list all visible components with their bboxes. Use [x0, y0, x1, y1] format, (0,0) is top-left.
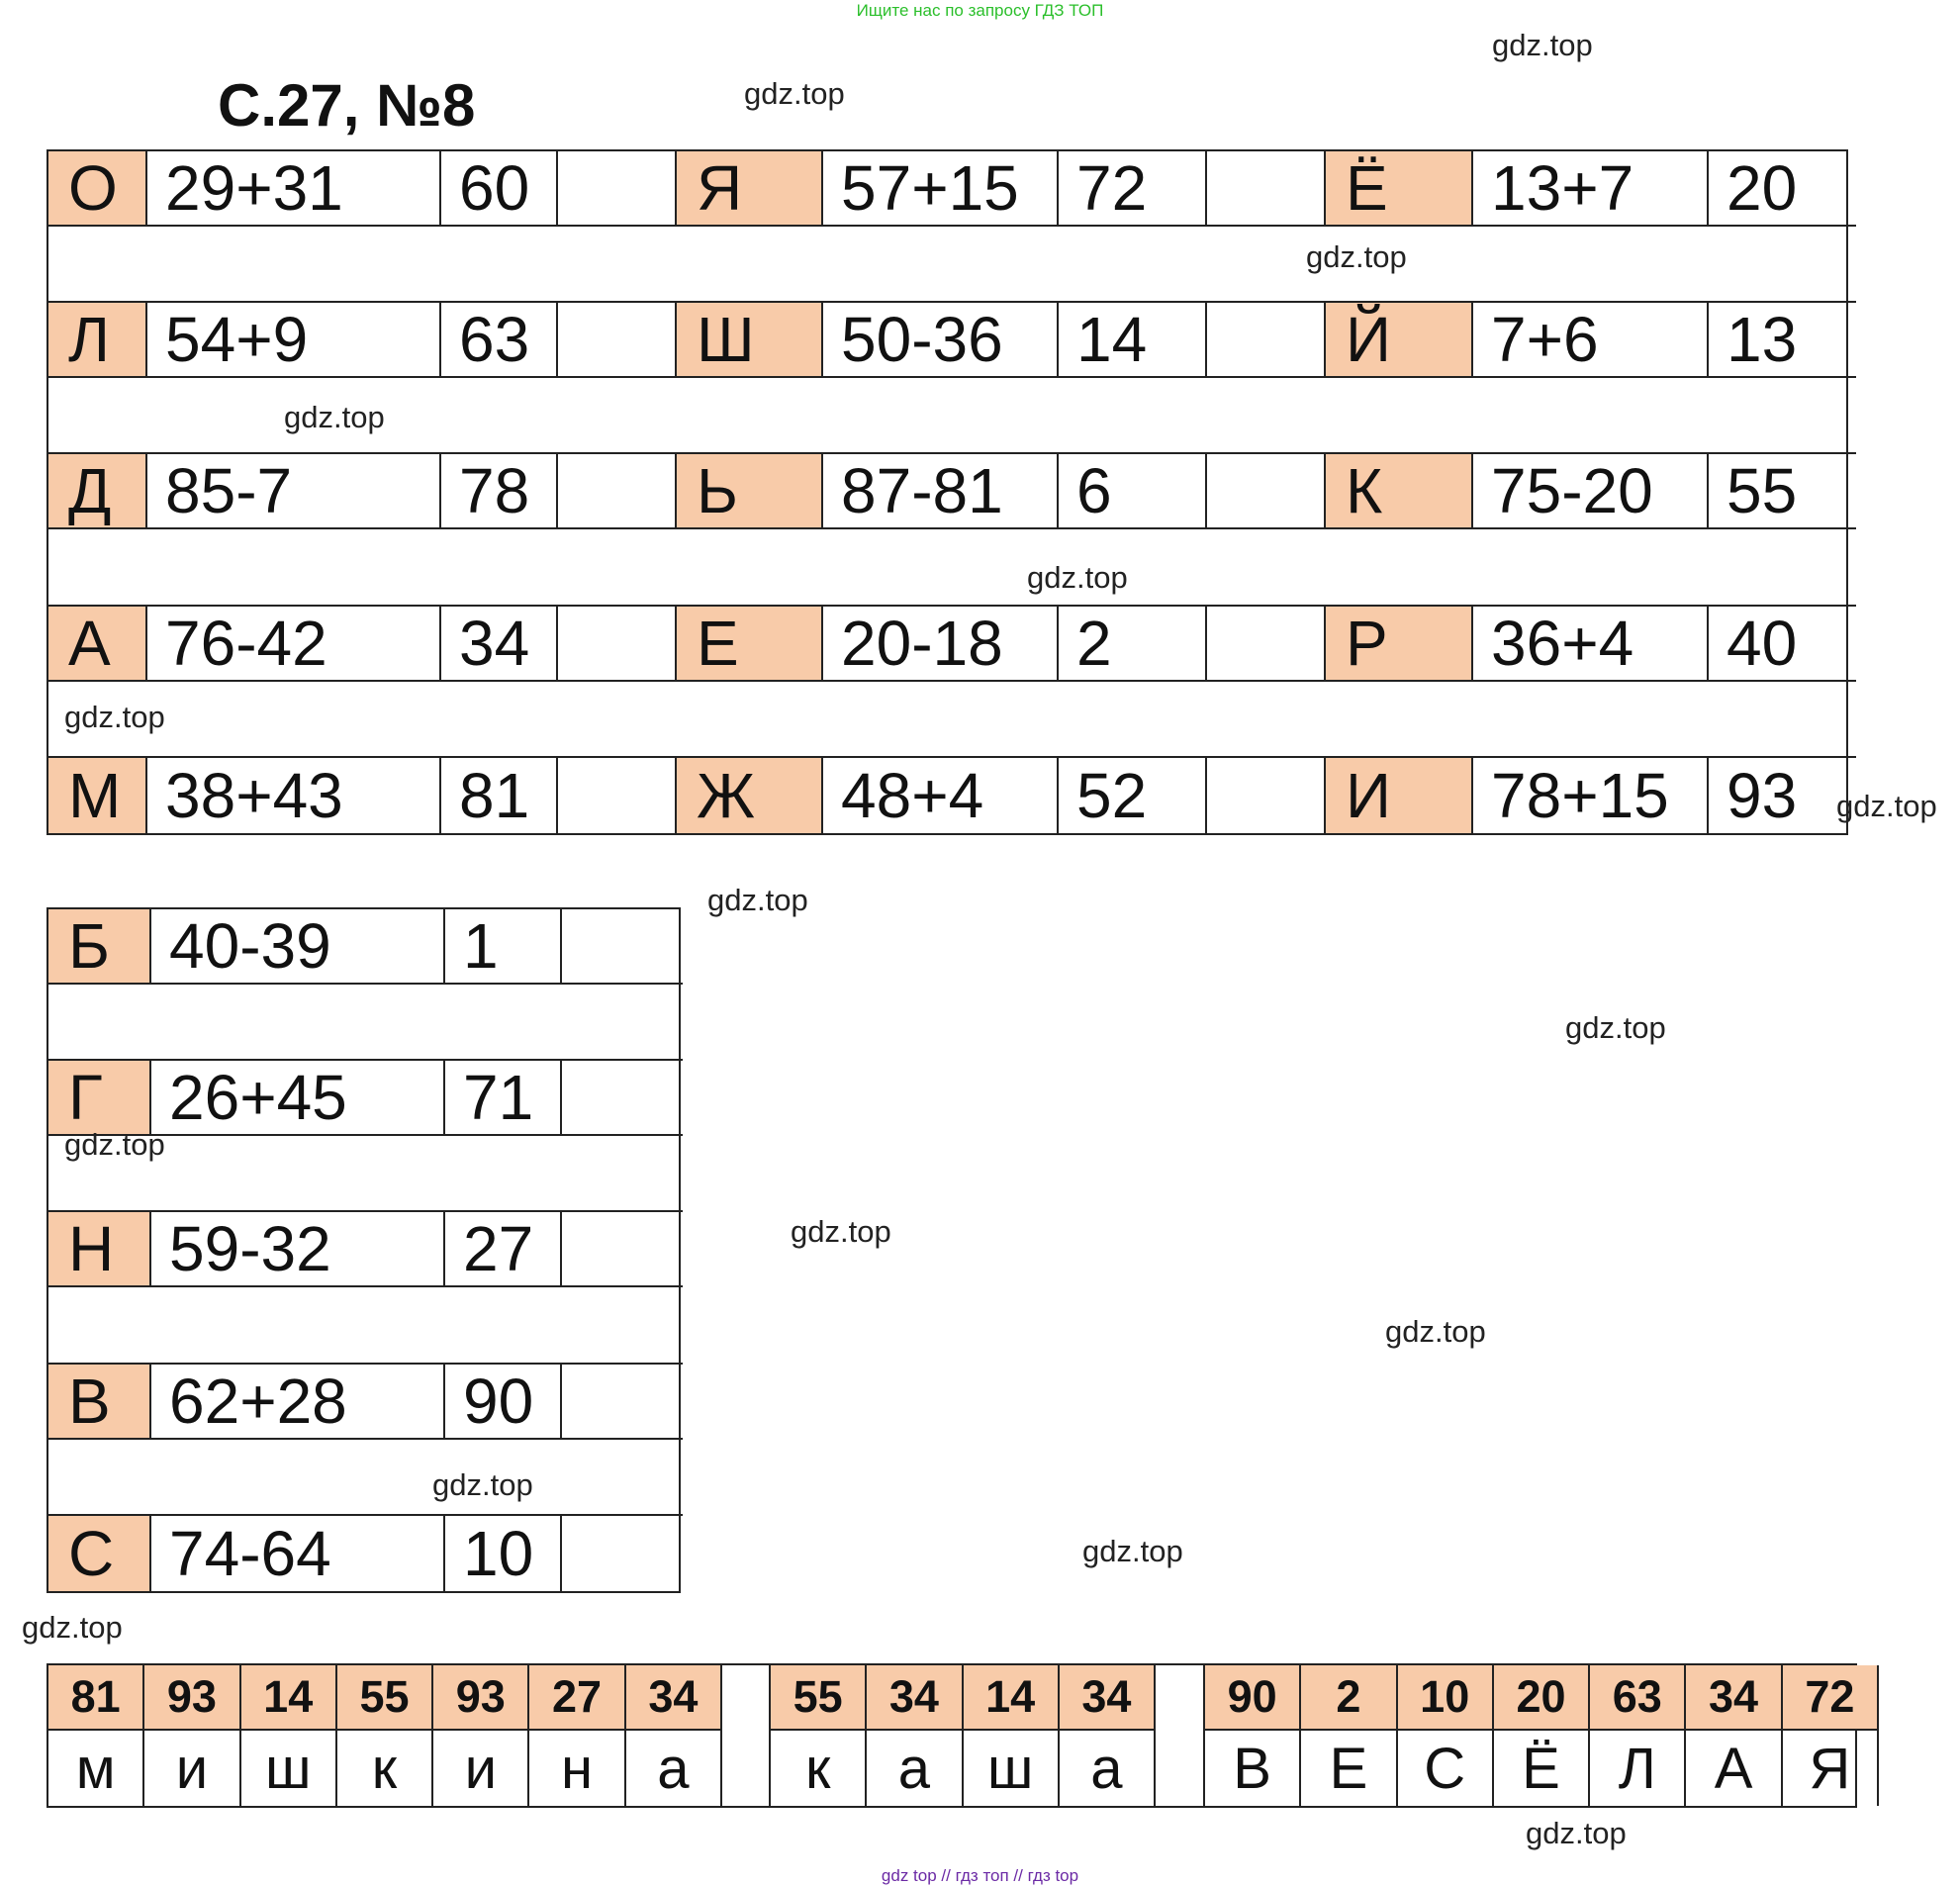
watermark: gdz.top — [744, 76, 845, 111]
spacer-row — [48, 1440, 683, 1516]
letter-cell: Р — [1326, 607, 1473, 682]
answer-word-block — [769, 1665, 1156, 1806]
expression-cell: 85-7 — [147, 454, 441, 529]
result-cell: 90 — [445, 1365, 562, 1440]
result-cell: 27 — [445, 1212, 562, 1287]
result-cell: 63 — [441, 303, 558, 378]
watermark: gdz.top — [1565, 1010, 1666, 1045]
watermark: gdz.top — [22, 1610, 123, 1645]
answer-table — [47, 1663, 1857, 1808]
watermark: gdz.top — [1492, 28, 1593, 62]
letter-cell: И — [1326, 758, 1473, 833]
expression-cell: 76-42 — [147, 607, 441, 682]
expression-cell: 13+7 — [1473, 151, 1709, 227]
spacer-row — [48, 682, 1856, 758]
letter-cell: Л — [48, 303, 147, 378]
letter-cell: Н — [48, 1212, 151, 1287]
result-cell: 34 — [441, 607, 558, 682]
expression-cell: 48+4 — [823, 758, 1059, 833]
decoded-letter-cell: ш — [241, 1731, 337, 1806]
decoded-letter-cell: Л — [1590, 1731, 1686, 1806]
decoded-letter-cell: м — [48, 1731, 144, 1806]
result-cell: 72 — [1059, 151, 1207, 227]
watermark: gdz.top — [791, 1214, 891, 1249]
decoded-letter-cell: и — [433, 1731, 529, 1806]
code-number-cell: 34 — [1060, 1665, 1156, 1731]
spacer-row — [48, 227, 1856, 303]
decoded-letter-cell: Е — [1301, 1731, 1397, 1806]
letter-cell: Б — [48, 909, 151, 985]
result-cell: 60 — [441, 151, 558, 227]
letter-cell: М — [48, 758, 147, 833]
code-number-cell: 34 — [626, 1665, 722, 1731]
code-number-cell: 55 — [771, 1665, 867, 1731]
empty-cell — [558, 758, 677, 833]
expression-cell: 75-20 — [1473, 454, 1709, 529]
answer-word-block — [1203, 1665, 1879, 1806]
watermark: gdz.top — [1385, 1314, 1486, 1349]
letter-cell: А — [48, 607, 147, 682]
result-cell: 52 — [1059, 758, 1207, 833]
result-cell: 10 — [445, 1516, 562, 1591]
empty-cell — [558, 151, 677, 227]
expression-cell: 78+15 — [1473, 758, 1709, 833]
empty-cell — [558, 454, 677, 529]
letter-cell: Г — [48, 1061, 151, 1136]
expression-cell: 36+4 — [1473, 607, 1709, 682]
answer-word-block — [48, 1665, 722, 1806]
expression-cell: 54+9 — [147, 303, 441, 378]
watermark: gdz.top — [1082, 1534, 1183, 1568]
expression-cell: 7+6 — [1473, 303, 1709, 378]
empty-cell — [558, 607, 677, 682]
watermark: gdz.top — [1836, 789, 1937, 823]
code-number-cell: 93 — [144, 1665, 240, 1731]
letter-cell: О — [48, 151, 147, 227]
decoded-letter-cell: В — [1205, 1731, 1301, 1806]
expression-cell: 62+28 — [151, 1365, 445, 1440]
code-number-cell: 27 — [529, 1665, 625, 1731]
letter-cell: Ж — [677, 758, 823, 833]
result-cell: 78 — [441, 454, 558, 529]
decoded-letter-cell: к — [337, 1731, 433, 1806]
letter-cell: С — [48, 1516, 151, 1591]
code-number-cell: 93 — [433, 1665, 529, 1731]
code-number-cell: 81 — [48, 1665, 144, 1731]
watermark: gdz.top — [284, 400, 385, 434]
result-cell: 55 — [1709, 454, 1856, 529]
expression-cell: 74-64 — [151, 1516, 445, 1591]
spacer-row — [48, 529, 1856, 607]
decoded-letter-cell: н — [529, 1731, 625, 1806]
code-number-cell: 72 — [1783, 1665, 1879, 1731]
result-cell: 81 — [441, 758, 558, 833]
empty-cell — [562, 909, 683, 985]
main-letter-table — [47, 149, 1848, 835]
code-number-cell: 90 — [1205, 1665, 1301, 1731]
decoded-letter-cell: а — [1060, 1731, 1156, 1806]
watermark: gdz.top — [1306, 239, 1407, 274]
search-hint-banner: Ищите нас по запросу ГДЗ ТОП — [856, 1, 1104, 20]
watermark: gdz.top — [707, 883, 808, 917]
empty-cell — [1207, 303, 1326, 378]
empty-cell — [1207, 454, 1326, 529]
code-number-cell: 34 — [1686, 1665, 1782, 1731]
expression-cell: 29+31 — [147, 151, 441, 227]
expression-cell: 50-36 — [823, 303, 1059, 378]
decoded-letter-cell: Ё — [1494, 1731, 1590, 1806]
spacer-row — [48, 1287, 683, 1365]
secondary-letter-table — [47, 907, 681, 1593]
decoded-letter-cell: С — [1398, 1731, 1494, 1806]
empty-cell — [558, 303, 677, 378]
letter-cell: Ь — [677, 454, 823, 529]
result-cell: 1 — [445, 909, 562, 985]
result-cell: 13 — [1709, 303, 1856, 378]
result-cell: 14 — [1059, 303, 1207, 378]
watermark: gdz.top — [1526, 1816, 1627, 1850]
empty-cell — [1207, 758, 1326, 833]
spacer-row — [48, 985, 683, 1061]
expression-cell: 38+43 — [147, 758, 441, 833]
expression-cell: 57+15 — [823, 151, 1059, 227]
page-title: С.27, №8 — [218, 72, 476, 139]
empty-cell — [562, 1365, 683, 1440]
empty-cell — [562, 1212, 683, 1287]
result-cell: 20 — [1709, 151, 1856, 227]
decoded-letter-cell: к — [771, 1731, 867, 1806]
code-number-cell: 10 — [1398, 1665, 1494, 1731]
code-number-cell: 34 — [867, 1665, 963, 1731]
decoded-letter-cell: ш — [964, 1731, 1060, 1806]
empty-cell — [562, 1516, 683, 1591]
code-number-cell: 55 — [337, 1665, 433, 1731]
result-cell: 93 — [1727, 760, 1798, 831]
expression-cell: 20-18 — [823, 607, 1059, 682]
code-number-cell: 20 — [1494, 1665, 1590, 1731]
expression-cell: 87-81 — [823, 454, 1059, 529]
code-number-cell: 14 — [241, 1665, 337, 1731]
empty-cell — [562, 1061, 683, 1136]
result-cell: 40 — [1709, 607, 1856, 682]
watermark: gdz.top — [432, 1467, 533, 1502]
empty-cell — [1207, 607, 1326, 682]
code-number-cell: 2 — [1301, 1665, 1397, 1731]
watermark: gdz.top — [64, 700, 165, 734]
expression-cell: 26+45 — [151, 1061, 445, 1136]
letter-cell: Я — [677, 151, 823, 227]
result-cell: 2 — [1059, 607, 1207, 682]
watermark: gdz.top — [64, 1127, 165, 1162]
letter-cell: К — [1326, 454, 1473, 529]
watermark: gdz.top — [1027, 560, 1128, 595]
letter-cell: Й — [1326, 303, 1473, 378]
code-number-cell: 14 — [964, 1665, 1060, 1731]
code-number-cell: 63 — [1590, 1665, 1686, 1731]
decoded-letter-cell: а — [867, 1731, 963, 1806]
letter-cell: В — [48, 1365, 151, 1440]
letter-cell: Ё — [1326, 151, 1473, 227]
decoded-letter-cell: а — [626, 1731, 722, 1806]
letter-cell: Е — [677, 607, 823, 682]
footer-links: gdz top // гдз топ // гдз top — [881, 1866, 1079, 1885]
decoded-letter-cell: Я — [1783, 1731, 1879, 1806]
result-cell: 71 — [445, 1061, 562, 1136]
letter-cell: Ш — [677, 303, 823, 378]
result-cell: 6 — [1059, 454, 1207, 529]
decoded-letter-cell: А — [1686, 1731, 1782, 1806]
decoded-letter-cell: и — [144, 1731, 240, 1806]
expression-cell: 59-32 — [151, 1212, 445, 1287]
letter-cell: Д — [48, 454, 147, 529]
expression-cell: 40-39 — [151, 909, 445, 985]
empty-cell — [1207, 151, 1326, 227]
